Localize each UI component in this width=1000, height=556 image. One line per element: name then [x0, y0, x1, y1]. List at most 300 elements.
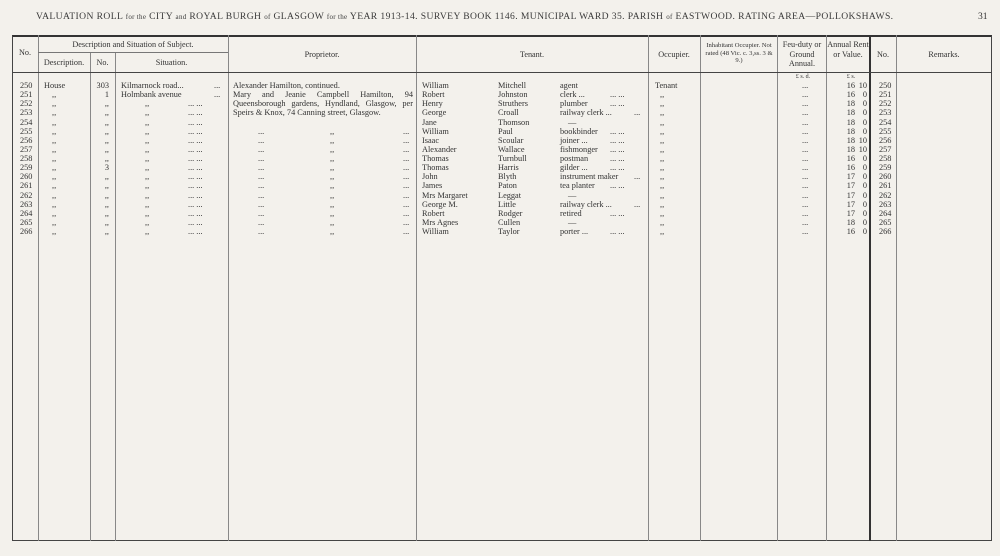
occupation-dots: ... ...	[610, 181, 625, 191]
rent-shillings: 10	[858, 144, 867, 154]
title-text: ROYAL BURGH	[189, 11, 262, 22]
description: ,,	[52, 117, 57, 127]
header-rule	[38, 52, 228, 53]
tenant-surname: Paul	[498, 126, 513, 136]
description: ,,	[52, 199, 57, 209]
house-number: 303	[96, 81, 109, 90]
occupation-dots: ...	[634, 108, 641, 118]
row-number-right: 265	[879, 217, 892, 227]
row-number: 264	[20, 208, 33, 218]
proprietor-ditto-dots: ...	[403, 126, 410, 136]
description: ,,	[52, 135, 57, 145]
rent-pounds: 18	[846, 117, 855, 127]
proprietor-continued: Alexander Hamilton, continued.	[233, 81, 340, 90]
rent-shillings: 0	[862, 117, 867, 127]
column-rule	[38, 35, 39, 541]
header-tenant: Tenant.	[519, 50, 545, 59]
proprietor-ditto-dots: ...	[403, 172, 410, 182]
proprietor-ditto-dots: ...	[258, 154, 265, 163]
tenant-surname: Wallace	[498, 144, 525, 154]
occupation-dots: ... ...	[610, 154, 625, 163]
tenant-surname: Turnbull	[498, 154, 527, 163]
situation-dots: ... ...	[188, 181, 203, 191]
proprietor-ditto-dots: ...	[258, 217, 265, 227]
situation: Holmbank avenue	[121, 90, 182, 100]
tenant-occupation: clerk ...	[560, 90, 585, 100]
row-number-right: 253	[879, 108, 892, 118]
tenant-occupation: bookbinder	[560, 126, 598, 136]
house-number: ,,	[104, 108, 109, 118]
rent-pounds: 17	[846, 172, 855, 182]
tenant-first-name: James	[422, 181, 443, 191]
tenant-surname: Cullen	[498, 217, 521, 227]
situation: ,,	[145, 190, 150, 200]
row-number-right: 251	[879, 90, 892, 100]
row-number: 253	[20, 108, 33, 118]
description: ,,	[52, 90, 57, 100]
tenant-first-name: John	[422, 172, 438, 182]
situation-dots: ...	[214, 81, 221, 90]
header-description-group: Description and Situation of Subject.	[72, 40, 194, 49]
description: ,,	[52, 154, 57, 163]
title-text: CITY	[149, 11, 173, 22]
row-number: 263	[20, 199, 33, 209]
header-situation: Situation.	[155, 58, 188, 67]
row-number: 251	[20, 90, 33, 100]
feu-duty: ...	[802, 81, 809, 90]
feu-duty: ...	[802, 227, 809, 236]
tenant-occupation: plumber	[560, 99, 588, 109]
description: ,,	[52, 208, 57, 218]
rent-shillings: 0	[862, 199, 867, 209]
feu-duty: ...	[802, 163, 809, 173]
row-number-right: 250	[879, 81, 892, 90]
description: ,,	[52, 181, 57, 191]
situation: ,,	[145, 108, 150, 118]
tenant-first-name: George	[422, 108, 447, 118]
proprietor-ditto-dots: ...	[258, 172, 265, 182]
tenant-surname: Thomson	[498, 117, 530, 127]
description: ,,	[52, 217, 57, 227]
situation: ,,	[145, 181, 150, 191]
tenant-surname: Johnston	[498, 90, 528, 100]
rent-shillings: 0	[862, 172, 867, 182]
row-number-right: 262	[879, 190, 892, 200]
proprietor-ditto-dots: ...	[258, 163, 265, 173]
house-number: ,,	[104, 172, 109, 182]
rent-shillings: 10	[858, 135, 867, 145]
tenant-first-name: Isaac	[422, 135, 440, 145]
situation-dots: ... ...	[188, 135, 203, 145]
situation-dots: ... ...	[188, 217, 203, 227]
proprietor-ditto-dots: ...	[258, 181, 265, 191]
row-number-right: 255	[879, 126, 892, 136]
proprietor-ditto: ,,	[330, 190, 335, 200]
situation: ,,	[145, 99, 150, 109]
tenant-occupation: instrument maker	[560, 172, 619, 182]
row-number-right: 256	[879, 135, 892, 145]
proprietor-ditto-dots: ...	[258, 227, 265, 236]
proprietor-ditto-dots: ...	[403, 217, 410, 227]
situation-dots: ...	[214, 90, 221, 100]
situation: ,,	[145, 217, 150, 227]
proprietor-ditto-dots: ...	[403, 208, 410, 218]
occupation-dots: ... ...	[610, 208, 625, 218]
row-number: 258	[20, 154, 33, 163]
rent-pounds: 16	[846, 90, 855, 100]
row-number-right: 252	[879, 99, 892, 109]
situation-dots: ... ...	[188, 99, 203, 109]
house-number: ,,	[104, 154, 109, 163]
title-text: for the	[125, 13, 147, 21]
situation-dots: ... ...	[188, 227, 203, 236]
rent-shillings: 0	[862, 154, 867, 163]
tenant-surname: Leggat	[498, 190, 522, 200]
occupier: ,,	[660, 190, 665, 200]
description: ,,	[52, 126, 57, 136]
rent-shillings: 0	[862, 181, 867, 191]
tenant-first-name: Jane	[422, 117, 437, 127]
house-number: 3	[104, 163, 109, 173]
column-rule	[896, 35, 897, 541]
title-text: GLASGOW	[273, 11, 325, 22]
occupier: ,,	[660, 227, 665, 236]
tenant-surname: Blyth	[498, 172, 517, 182]
situation: ,,	[145, 163, 150, 173]
proprietor-ditto-dots: ...	[403, 154, 410, 163]
tenant-occupation: fishmonger	[560, 144, 598, 154]
description: ,,	[52, 144, 57, 154]
proprietor-ditto: ,,	[330, 135, 335, 145]
occupation-dots: ... ...	[610, 144, 625, 154]
proprietor-ditto: ,,	[330, 199, 335, 209]
tenant-first-name: Alexander	[422, 144, 457, 154]
rent-units: £ s.	[846, 74, 856, 80]
feu-duty: ...	[802, 144, 809, 154]
occupation-dots: ... ...	[610, 90, 625, 100]
column-rule	[115, 52, 116, 541]
occupier: ,,	[660, 126, 665, 136]
occupier: ,,	[660, 181, 665, 191]
proprietor-ditto: ,,	[330, 163, 335, 173]
rent-pounds: 16	[846, 227, 855, 236]
feu-duty: ...	[802, 99, 809, 109]
header-inhabitant-occupier: Inhabitant Occupier. Not rated (48 Vic. c. 3,ss. 3 & 9.)	[705, 42, 773, 64]
column-rule	[648, 35, 649, 541]
proprietor-ditto-dots: ...	[403, 135, 410, 145]
rent-shillings: 0	[862, 163, 867, 173]
occupation-dots: ... ...	[610, 227, 625, 236]
header-annual-rent: Annual Rent or Value.	[827, 40, 869, 59]
feu-duty: ...	[802, 90, 809, 100]
feu-duty: ...	[802, 217, 809, 227]
rent-pounds: 18	[846, 108, 855, 118]
description: ,,	[52, 172, 57, 182]
header-occupier: Occupier.	[658, 50, 690, 59]
tenant-surname: Taylor	[498, 227, 520, 236]
tenant-surname: Harris	[498, 163, 519, 173]
column-rule	[416, 35, 417, 541]
row-number-right: 260	[879, 172, 892, 182]
occupation-dots: ... ...	[610, 135, 625, 145]
proprietor-ditto: ,,	[330, 126, 335, 136]
proprietor-ditto-dots: ...	[258, 144, 265, 154]
row-number-right: 257	[879, 144, 892, 154]
rent-shillings: 0	[862, 99, 867, 109]
tenant-first-name: William	[422, 227, 449, 236]
column-rule	[700, 35, 701, 541]
situation: ,,	[145, 154, 150, 163]
row-number-right: 263	[879, 199, 892, 209]
tenant-first-name: Mrs Margaret	[422, 190, 468, 200]
row-number: 260	[20, 172, 33, 182]
description: ,,	[52, 190, 57, 200]
tenant-occupation: postman	[560, 154, 589, 163]
occupier: ,,	[660, 154, 665, 163]
header-no: No.	[18, 48, 32, 57]
rent-shillings: 0	[862, 108, 867, 118]
feu-duty: ...	[802, 117, 809, 127]
occupier: ,,	[660, 172, 665, 182]
tenant-surname: Croall	[498, 108, 519, 118]
feu-duty: ...	[802, 154, 809, 163]
occupation-dots: ... ...	[610, 126, 625, 136]
row-number: 255	[20, 126, 33, 136]
occupier: ,,	[660, 199, 665, 209]
house-number: ,,	[104, 190, 109, 200]
tenant-first-name: William	[422, 126, 449, 136]
row-number: 259	[20, 163, 33, 173]
rent-pounds: 16	[846, 81, 855, 90]
feu-duty: ...	[802, 108, 809, 118]
situation-dots: ... ...	[188, 163, 203, 173]
situation: ,,	[145, 144, 150, 154]
house-number: ,,	[104, 208, 109, 218]
rent-pounds: 17	[846, 181, 855, 191]
rent-shillings: 0	[862, 217, 867, 227]
house-number: ,,	[104, 181, 109, 191]
situation: Kilmarnock road...	[121, 81, 184, 90]
description: ,,	[52, 99, 57, 109]
tenant-occupation: gilder ...	[560, 163, 588, 173]
column-rule	[777, 35, 778, 541]
occupier: ,,	[660, 163, 665, 173]
occupier: ,,	[660, 99, 665, 109]
situation-dots: ... ...	[188, 208, 203, 218]
proprietor-ditto: ,,	[330, 172, 335, 182]
header-proprietor: Proprietor.	[304, 50, 340, 59]
situation-dots: ... ...	[188, 190, 203, 200]
rent-shillings: 10	[858, 81, 867, 90]
row-number: 256	[20, 135, 33, 145]
tenant-surname: Scoular	[498, 135, 524, 145]
situation: ,,	[145, 199, 150, 209]
house-number: ,,	[104, 135, 109, 145]
occupier: ,,	[660, 90, 665, 100]
proprietor-entry: Mary and Jeanie Campbell Hamilton, 94 Queensborough gardens, Hyndland, Glasgow, per Speirs & Knox, 74 Canning street, Glasgow.	[233, 90, 413, 118]
rent-shillings: 0	[862, 90, 867, 100]
row-number-right: 254	[879, 117, 892, 127]
occupier: ,,	[660, 217, 665, 227]
house-number: 1	[104, 90, 109, 100]
tenant-first-name: Robert	[422, 90, 445, 100]
row-number: 262	[20, 190, 33, 200]
feu-duty: ...	[802, 172, 809, 182]
feu-duty: ...	[802, 208, 809, 218]
rent-pounds: 18	[846, 217, 855, 227]
tenant-occupation: —	[568, 190, 577, 200]
rent-shillings: 0	[862, 208, 867, 218]
tenant-surname: Struthers	[498, 99, 528, 109]
row-number-right: 258	[879, 154, 892, 163]
row-number-right: 261	[879, 181, 892, 191]
feu-duty: ...	[802, 126, 809, 136]
occupier: Tenant	[655, 81, 678, 90]
situation: ,,	[145, 227, 150, 236]
page-title	[36, 11, 893, 22]
proprietor-ditto-dots: ...	[258, 126, 265, 136]
occupation-dots: ...	[634, 172, 641, 182]
tenant-occupation: railway clerk ...	[560, 199, 612, 209]
tenant-first-name: George M.	[422, 199, 458, 209]
header-description: Description.	[43, 58, 85, 67]
row-number: 252	[20, 99, 33, 109]
tenant-surname: Rodger	[498, 208, 523, 218]
occupier: ,,	[660, 208, 665, 218]
situation: ,,	[145, 126, 150, 136]
tenant-first-name: Henry	[422, 99, 443, 109]
tenant-first-name: Robert	[422, 208, 445, 218]
tenant-surname: Paton	[498, 181, 517, 191]
proprietor-ditto: ,,	[330, 144, 335, 154]
proprietor-ditto-dots: ...	[403, 163, 410, 173]
occupier: ,,	[660, 117, 665, 127]
rent-shillings: 0	[862, 227, 867, 236]
feu-duty: ...	[802, 135, 809, 145]
proprietor-ditto-dots: ...	[258, 208, 265, 218]
tenant-first-name: Mrs Agnes	[422, 217, 459, 227]
row-number: 250	[20, 81, 33, 90]
situation-dots: ... ...	[188, 108, 203, 118]
rent-shillings: 0	[862, 126, 867, 136]
row-number-right: 259	[879, 163, 892, 173]
row-number: 257	[20, 144, 33, 154]
proprietor-ditto-dots: ...	[403, 199, 410, 209]
row-number-right: 266	[879, 227, 892, 236]
proprietor-ditto-dots: ...	[258, 135, 265, 145]
feu-duty: ...	[802, 199, 809, 209]
description: ,,	[52, 227, 57, 236]
title-text: and	[175, 13, 187, 21]
proprietor-ditto: ,,	[330, 154, 335, 163]
situation-dots: ... ...	[188, 117, 203, 127]
column-rule	[228, 35, 229, 541]
rent-pounds: 18	[846, 126, 855, 136]
house-number: ,,	[104, 217, 109, 227]
row-number: 254	[20, 117, 33, 127]
column-rule	[869, 35, 871, 541]
title-text: of	[264, 13, 271, 21]
row-number-right: 264	[879, 208, 892, 218]
rent-pounds: 18	[846, 135, 855, 145]
situation: ,,	[145, 208, 150, 218]
header-rule	[12, 72, 992, 73]
proprietor-ditto-dots: ...	[403, 227, 410, 236]
proprietor-ditto: ,,	[330, 217, 335, 227]
feu-duty: ...	[802, 181, 809, 191]
title-text: EASTWOOD. RATING AREA—POLLOKSHAWS.	[675, 11, 894, 22]
title-text: of	[666, 13, 673, 21]
rent-shillings: 0	[862, 190, 867, 200]
header-house-no: No.	[96, 58, 109, 67]
proprietor-ditto-dots: ...	[258, 190, 265, 200]
rent-pounds: 18	[846, 144, 855, 154]
rent-pounds: 16	[846, 163, 855, 173]
situation: ,,	[145, 172, 150, 182]
house-number: ,,	[104, 199, 109, 209]
tenant-occupation: joiner ...	[560, 135, 588, 145]
feu-units: £ s. d.	[795, 74, 811, 80]
proprietor-ditto-dots: ...	[403, 144, 410, 154]
house-number: ,,	[104, 99, 109, 109]
situation-dots: ... ...	[188, 172, 203, 182]
rent-pounds: 17	[846, 208, 855, 218]
proprietor-ditto-dots: ...	[258, 199, 265, 209]
feu-duty: ...	[802, 190, 809, 200]
tenant-surname: Little	[498, 199, 516, 209]
situation-dots: ... ...	[188, 199, 203, 209]
page-number: 31	[978, 11, 988, 22]
title-text: YEAR 1913-14. SURVEY BOOK 1146. MUNICIPAL WARD 35. PARISH	[349, 11, 664, 22]
house-number: ,,	[104, 227, 109, 236]
proprietor-ditto: ,,	[330, 181, 335, 191]
tenant-occupation: —	[568, 117, 577, 127]
situation: ,,	[145, 135, 150, 145]
description: ,,	[52, 108, 57, 118]
proprietor-ditto: ,,	[330, 227, 335, 236]
header-remarks: Remarks.	[928, 50, 960, 59]
tenant-occupation: retired	[560, 208, 582, 218]
tenant-occupation: railway clerk ...	[560, 108, 612, 118]
column-rule	[826, 35, 827, 541]
proprietor-ditto: ,,	[330, 208, 335, 218]
description: ,,	[52, 163, 57, 173]
proprietor-ditto-dots: ...	[403, 190, 410, 200]
rent-pounds: 18	[846, 99, 855, 109]
proprietor-ditto-dots: ...	[403, 181, 410, 191]
tenant-first-name: Thomas	[422, 154, 449, 163]
header-no-right: No.	[876, 50, 890, 59]
house-number: ,,	[104, 117, 109, 127]
situation: ,,	[145, 117, 150, 127]
tenant-occupation: —	[568, 217, 577, 227]
rent-pounds: 16	[846, 154, 855, 163]
occupation-dots: ... ...	[610, 163, 625, 173]
occupation-dots: ... ...	[610, 99, 625, 109]
tenant-occupation: agent	[560, 81, 578, 90]
tenant-occupation: tea planter	[560, 181, 595, 191]
rent-pounds: 17	[846, 190, 855, 200]
tenant-first-name: William	[422, 81, 449, 90]
row-number: 261	[20, 181, 33, 191]
occupier: ,,	[660, 135, 665, 145]
row-number: 265	[20, 217, 33, 227]
house-number: ,,	[104, 144, 109, 154]
title-text: for the	[326, 13, 348, 21]
tenant-surname: Mitchell	[498, 81, 527, 90]
tenant-first-name: Thomas	[422, 163, 449, 173]
house-number: ,,	[104, 126, 109, 136]
